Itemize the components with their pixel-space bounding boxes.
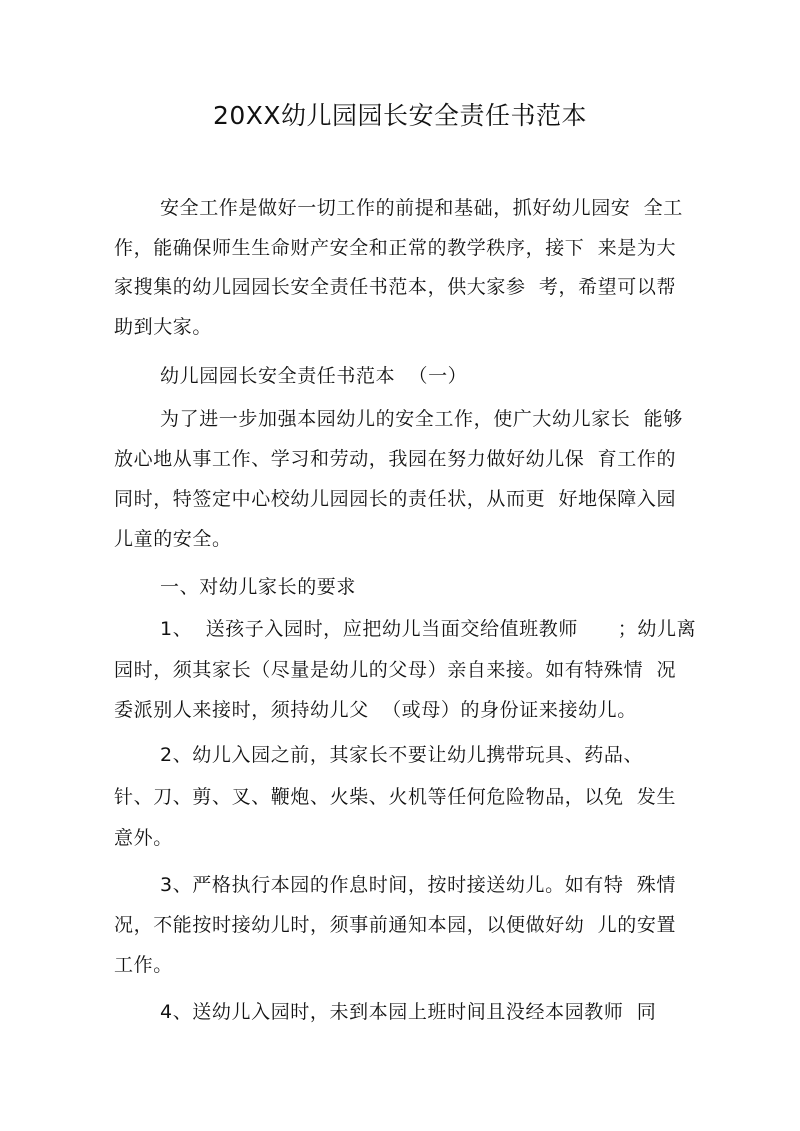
text-line: 安全工作是做好一切工作的前提和基础，抓好幼儿园安 全工 [160, 197, 683, 219]
text-line: 幼儿园园长安全责任书范本 （一） [160, 365, 468, 387]
text-line: 为了进一步加强本园幼儿的安全工作，使广大幼儿家长 能够 [160, 408, 683, 430]
text-line: 1、 送孩子入园时，应把幼儿当面交给值班教师 ；幼儿离 [160, 618, 697, 640]
text-line: 3、严格执行本园的作息时间，按时接送幼儿。如有特 殊情 [160, 874, 676, 896]
text-line: 同时，特签定中心校幼儿园园长的责任状，从而更 好地保障入园 [114, 488, 677, 510]
text-line: 委派别人来接时，须持幼儿父 （或母）的身份证来接幼儿。 [114, 699, 637, 721]
text-line: 况，不能按时接幼儿时，须事前通知本园，以便做好幼 儿的安置 [114, 914, 677, 936]
text-line: 作，能确保师生生命财产安全和正常的教学秩序，接下 来是为大 [114, 237, 677, 259]
text-line: 助到大家。 [114, 316, 213, 338]
text-line: 园时，须其家长（尽量是幼儿的父母）亲自来接。如有特殊情 况 [114, 659, 677, 681]
text-line: 儿童的安全。 [114, 528, 232, 550]
text-line: 一、对幼儿家长的要求 [160, 576, 357, 598]
text-line: 2、幼儿入园之前，其家长不要让幼儿携带玩具、药品、 [160, 744, 644, 766]
text-line: 针、刀、剪、叉、鞭炮、火柴、火机等任何危险物品，以免 发生 [114, 786, 677, 808]
text-line: 放心地从事工作、学习和劳动，我园在努力做好幼儿保 育工作的 [114, 448, 677, 470]
document-title: 20XX幼儿园园长安全责任书范本 [212, 101, 588, 130]
text-line: 4、送幼儿入园时，未到本园上班时间且没经本园教师 同 [160, 1001, 657, 1023]
text-line: 工作。 [114, 954, 173, 976]
text-line: 家搜集的幼儿园园长安全责任书范本，供大家参 考，希望可以帮 [114, 276, 677, 298]
text-line: 意外。 [114, 827, 173, 849]
